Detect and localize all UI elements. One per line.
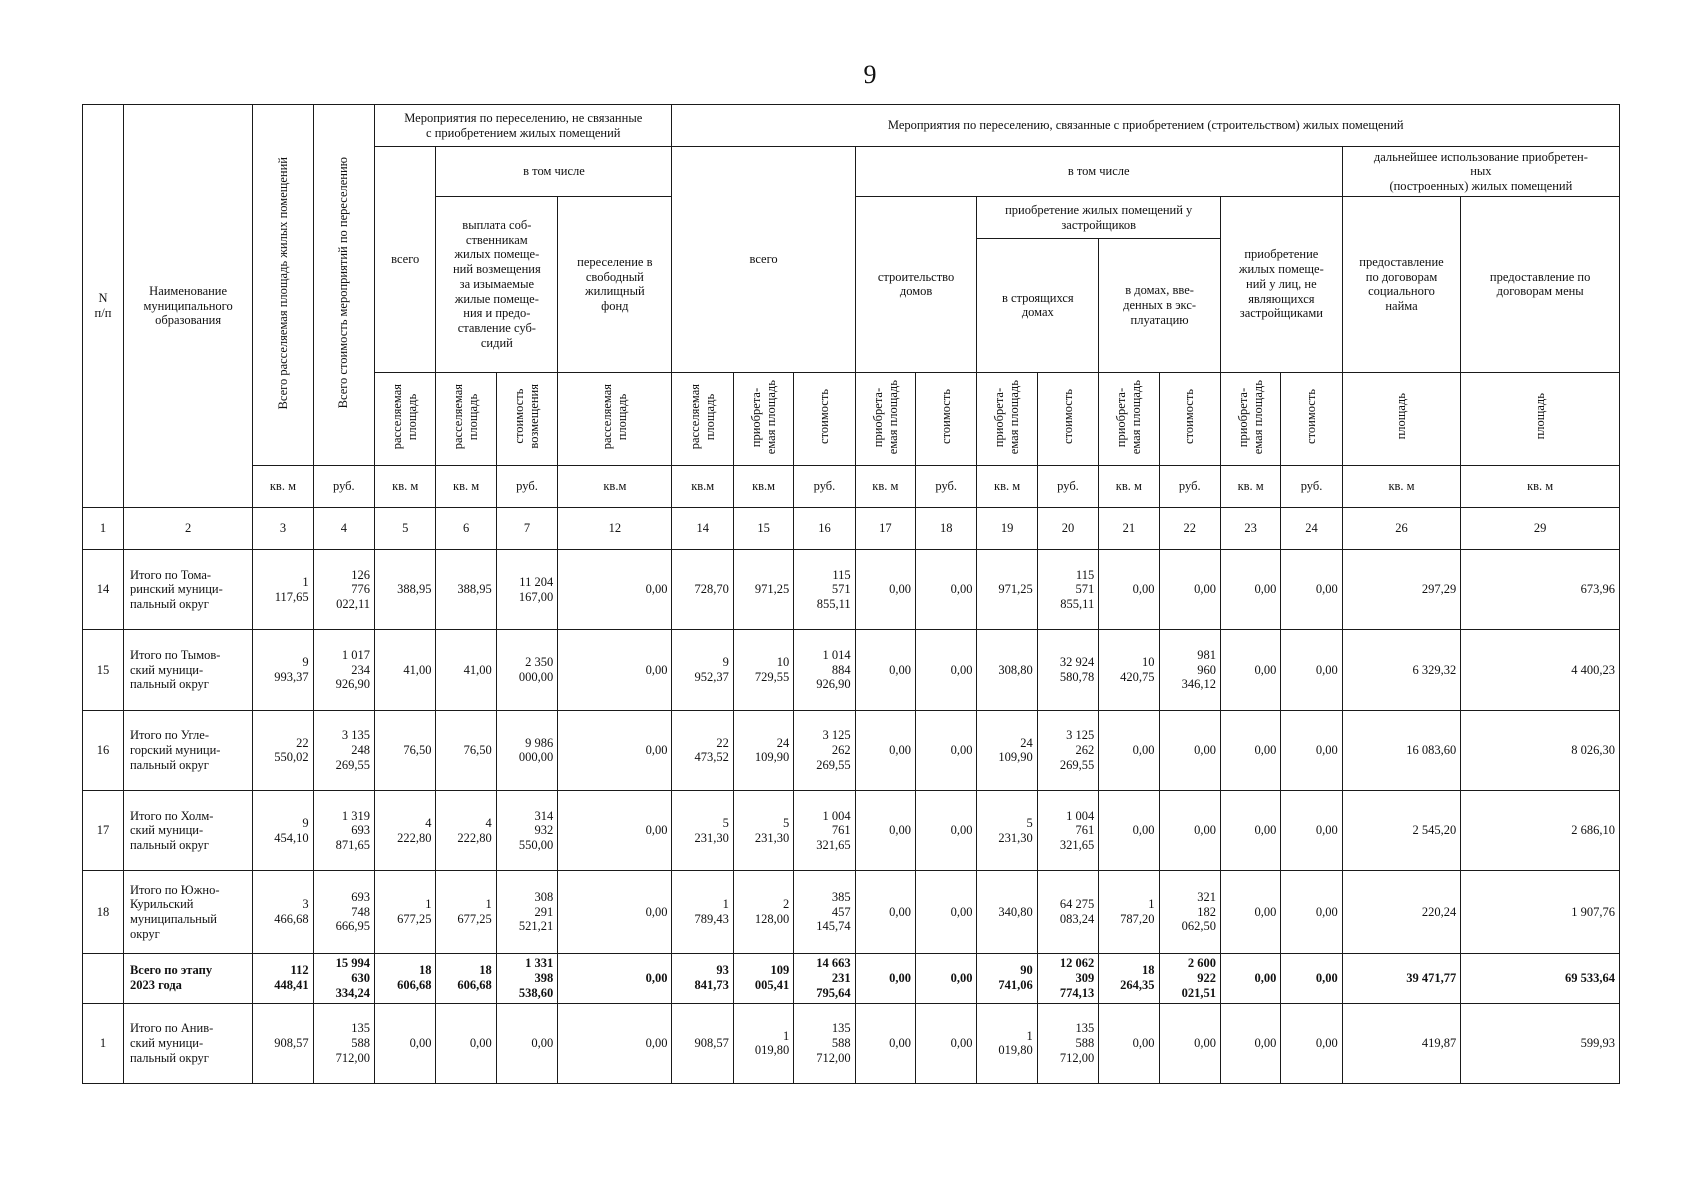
header-priobr-zastr: приобретение жилых помещений у застройщиков <box>977 197 1221 239</box>
table-row <box>83 1003 1620 1083</box>
row-value: 0,00 <box>1281 550 1342 630</box>
row-value: 971,25 <box>733 550 793 630</box>
row-value: 0,00 <box>855 710 915 790</box>
row-value: 321 182 062,50 <box>1159 871 1220 953</box>
header-v-domah: в домах, вве- денных в экс- плуатацию <box>1099 239 1221 372</box>
row-value: 4 222,80 <box>436 791 496 871</box>
row-value: 18 264,35 <box>1099 953 1159 1003</box>
subheader-col17: приобрета- емая площадь <box>855 372 915 465</box>
row-value: 0,00 <box>1159 791 1220 871</box>
row-value: 0,00 <box>855 953 915 1003</box>
row-value: 0,00 <box>855 630 915 710</box>
colnum-cell: 26 <box>1342 507 1461 549</box>
colnum-cell: 16 <box>794 507 855 549</box>
row-number: 17 <box>83 791 124 871</box>
colnum-cell: 6 <box>436 507 496 549</box>
row-value: 693 748 666,95 <box>313 871 374 953</box>
colnum-cell: 14 <box>672 507 733 549</box>
row-value: 126 776 022,11 <box>313 550 374 630</box>
row-value: 1 331 398 538,60 <box>496 953 557 1003</box>
row-value: 9 454,10 <box>253 791 313 871</box>
row-value: 0,00 <box>1281 871 1342 953</box>
unit-cell: руб. <box>794 465 855 507</box>
subheader-col19: приобрета- емая площадь <box>977 372 1037 465</box>
header-group-related: Мероприятия по переселению, связанные с приобретением (строительством) жилых помещений <box>672 105 1620 147</box>
subheader-col23: приобрета- емая площадь <box>1220 372 1280 465</box>
unit-cell: кв. м <box>1342 465 1461 507</box>
row-value: 971,25 <box>977 550 1037 630</box>
colnum-cell: 22 <box>1159 507 1220 549</box>
row-value: 115 571 855,11 <box>1037 550 1098 630</box>
header-v-tom-chisle-1: в том числе <box>436 147 672 197</box>
subheader-col20: стоимость <box>1037 372 1098 465</box>
row-value: 64 275 083,24 <box>1037 871 1098 953</box>
row-value: 41,00 <box>436 630 496 710</box>
row-value: 24 109,90 <box>977 710 1037 790</box>
row-value: 0,00 <box>1220 791 1280 871</box>
unit-cell: руб. <box>1159 465 1220 507</box>
row-value: 2 128,00 <box>733 871 793 953</box>
row-value: 981 960 346,12 <box>1159 630 1220 710</box>
subheader-col12: расселяемая площадь <box>558 372 672 465</box>
row-value: 18 606,68 <box>436 953 496 1003</box>
row-name: Итого по Тома- ринский муници- пальный округ <box>123 550 252 630</box>
subheader-col26: площадь <box>1342 372 1461 465</box>
row-number <box>83 953 124 1003</box>
row-value: 220,24 <box>1342 871 1461 953</box>
row-name: Итого по Угле- горский муници- пальный округ <box>123 710 252 790</box>
header-priobr-lic: приобретение жилых помеще- ний у лиц, не являющихся застройщиками <box>1220 197 1342 372</box>
header-name: Наименование муниципального образования <box>123 105 252 508</box>
row-value: 0,00 <box>916 1003 977 1083</box>
subheader-col21: приобрета- емая площадь <box>1099 372 1159 465</box>
colnum-cell: 20 <box>1037 507 1098 549</box>
row-value: 388,95 <box>436 550 496 630</box>
row-value: 0,00 <box>1220 1003 1280 1083</box>
row-value: 0,00 <box>436 1003 496 1083</box>
row-value: 1 677,25 <box>436 871 496 953</box>
colnum-cell: 24 <box>1281 507 1342 549</box>
row-value: 69 533,64 <box>1461 953 1620 1003</box>
row-value: 419,87 <box>1342 1003 1461 1083</box>
colnum-cell: 4 <box>313 507 374 549</box>
colnum-cell: 12 <box>558 507 672 549</box>
table-row <box>83 630 1620 710</box>
row-value: 0,00 <box>855 791 915 871</box>
row-value: 1 004 761 321,65 <box>1037 791 1098 871</box>
table-row <box>83 710 1620 790</box>
header-n: N п/п <box>83 105 124 508</box>
header-total-cost: Всего стоимость мероприятий по переселению <box>313 105 374 466</box>
row-value: 4 222,80 <box>375 791 436 871</box>
row-value: 3 125 262 269,55 <box>794 710 855 790</box>
row-value: 0,00 <box>1281 791 1342 871</box>
row-value: 6 329,32 <box>1342 630 1461 710</box>
row-value: 2 350 000,00 <box>496 630 557 710</box>
row-value: 0,00 <box>1159 550 1220 630</box>
header-predost-soc: предоставление по договорам социального найма <box>1342 197 1461 372</box>
row-value: 0,00 <box>1220 630 1280 710</box>
row-number: 1 <box>83 1003 124 1083</box>
row-value: 0,00 <box>1159 1003 1220 1083</box>
header-vsego-1: всего <box>375 147 436 372</box>
row-value: 90 741,06 <box>977 953 1037 1003</box>
subheader-col24: стоимость <box>1281 372 1342 465</box>
row-value: 18 606,68 <box>375 953 436 1003</box>
subheader-col29: площадь <box>1461 372 1620 465</box>
row-name: Итого по Тымов- ский муници- пальный округ <box>123 630 252 710</box>
row-value: 3 125 262 269,55 <box>1037 710 1098 790</box>
table-row <box>83 871 1620 953</box>
row-value: 32 924 580,78 <box>1037 630 1098 710</box>
unit-cell: руб. <box>916 465 977 507</box>
unit-cell: кв.м <box>672 465 733 507</box>
row-value: 0,00 <box>916 550 977 630</box>
header-stroitelstvo: строительство домов <box>855 197 977 372</box>
row-name: Итого по Анив- ский муници- пальный округ <box>123 1003 252 1083</box>
row-value: 297,29 <box>1342 550 1461 630</box>
row-number: 16 <box>83 710 124 790</box>
subheader-col5: расселяемая площадь <box>375 372 436 465</box>
colnum-cell: 29 <box>1461 507 1620 549</box>
header-v-stroyash: в строящихся домах <box>977 239 1099 372</box>
page-number: 9 <box>863 60 877 89</box>
unit-cell: кв. м <box>375 465 436 507</box>
row-value: 0,00 <box>558 791 672 871</box>
row-value: 0,00 <box>916 953 977 1003</box>
unit-cell: кв. м <box>977 465 1037 507</box>
row-value: 93 841,73 <box>672 953 733 1003</box>
row-value: 22 550,02 <box>253 710 313 790</box>
row-value: 12 062 309 774,13 <box>1037 953 1098 1003</box>
row-value: 135 588 712,00 <box>794 1003 855 1083</box>
row-value: 11 204 167,00 <box>496 550 557 630</box>
row-value: 2 545,20 <box>1342 791 1461 871</box>
colnum-cell: 21 <box>1099 507 1159 549</box>
table-row <box>83 791 1620 871</box>
row-value: 0,00 <box>375 1003 436 1083</box>
row-value: 340,80 <box>977 871 1037 953</box>
header-group-not-related: Мероприятия по переселению, не связанные с приобретением жилых помещений <box>375 105 672 147</box>
row-value: 0,00 <box>916 791 977 871</box>
unit-cell: руб. <box>1037 465 1098 507</box>
row-value: 0,00 <box>1099 710 1159 790</box>
unit-cell: руб. <box>313 465 374 507</box>
row-value: 135 588 712,00 <box>313 1003 374 1083</box>
row-value: 0,00 <box>558 871 672 953</box>
row-value: 1 677,25 <box>375 871 436 953</box>
row-value: 0,00 <box>1281 630 1342 710</box>
row-value: 1 017 234 926,90 <box>313 630 374 710</box>
row-value: 314 932 550,00 <box>496 791 557 871</box>
row-name: Всего по этапу 2023 года <box>123 953 252 1003</box>
row-value: 0,00 <box>1099 791 1159 871</box>
colnum-cell: 2 <box>123 507 252 549</box>
colnum-cell: 19 <box>977 507 1037 549</box>
row-value: 39 471,77 <box>1342 953 1461 1003</box>
row-value: 1 004 761 321,65 <box>794 791 855 871</box>
unit-cell: кв. м <box>253 465 313 507</box>
subheader-col7: стоимость возмещения <box>496 372 557 465</box>
row-value: 1 787,20 <box>1099 871 1159 953</box>
row-value: 135 588 712,00 <box>1037 1003 1098 1083</box>
row-value: 76,50 <box>436 710 496 790</box>
table-row <box>83 550 1620 630</box>
header-vsego-2: всего <box>672 147 855 372</box>
data-rows <box>83 550 1620 1084</box>
row-value: 0,00 <box>1099 1003 1159 1083</box>
row-value: 0,00 <box>1281 953 1342 1003</box>
header-vyplata: выплата соб- ственникам жилых помеще- ний возмещения за изымаемые жилые помеще- ния и предо- ставление суб- сидий <box>436 197 558 372</box>
colnum-cell: 15 <box>733 507 793 549</box>
row-value: 9 952,37 <box>672 630 733 710</box>
row-value: 15 994 630 334,24 <box>313 953 374 1003</box>
row-value: 0,00 <box>558 630 672 710</box>
row-value: 76,50 <box>375 710 436 790</box>
row-value: 2 686,10 <box>1461 791 1620 871</box>
row-value: 3 135 248 269,55 <box>313 710 374 790</box>
row-value: 109 005,41 <box>733 953 793 1003</box>
row-number: 18 <box>83 871 124 953</box>
row-value: 0,00 <box>1220 871 1280 953</box>
row-value: 2 600 922 021,51 <box>1159 953 1220 1003</box>
row-value: 0,00 <box>916 630 977 710</box>
row-value: 0,00 <box>496 1003 557 1083</box>
row-value: 728,70 <box>672 550 733 630</box>
row-value: 0,00 <box>855 1003 915 1083</box>
row-value: 9 993,37 <box>253 630 313 710</box>
unit-cell: руб. <box>1281 465 1342 507</box>
row-value: 308 291 521,21 <box>496 871 557 953</box>
row-name: Итого по Южно- Курильский муниципальный округ <box>123 871 252 953</box>
row-value: 1 319 693 871,65 <box>313 791 374 871</box>
row-value: 10 420,75 <box>1099 630 1159 710</box>
row-value: 4 400,23 <box>1461 630 1620 710</box>
row-value: 8 026,30 <box>1461 710 1620 790</box>
row-value: 1 907,76 <box>1461 871 1620 953</box>
subheader-col6: расселяемая площадь <box>436 372 496 465</box>
row-value: 0,00 <box>1281 710 1342 790</box>
row-value: 1 019,80 <box>977 1003 1037 1083</box>
row-number: 14 <box>83 550 124 630</box>
resettlement-table <box>82 104 1620 1084</box>
row-value: 308,80 <box>977 630 1037 710</box>
row-value: 22 473,52 <box>672 710 733 790</box>
row-value: 599,93 <box>1461 1003 1620 1083</box>
row-value: 41,00 <box>375 630 436 710</box>
row-value: 10 729,55 <box>733 630 793 710</box>
colnum-cell: 3 <box>253 507 313 549</box>
row-value: 0,00 <box>855 871 915 953</box>
row-value: 5 231,30 <box>733 791 793 871</box>
row-value: 9 986 000,00 <box>496 710 557 790</box>
header-total-area: Всего расселяемая площадь жилых помещений <box>253 105 313 466</box>
row-value: 0,00 <box>558 550 672 630</box>
colnum-cell: 17 <box>855 507 915 549</box>
header-pereselenie-svobod: переселение в свободный жилищный фонд <box>558 197 672 372</box>
header-predost-meny: предоставление по договорам мены <box>1461 197 1620 372</box>
row-value: 0,00 <box>855 550 915 630</box>
row-value: 0,00 <box>1281 1003 1342 1083</box>
subheader-col18: стоимость <box>916 372 977 465</box>
unit-cell: кв. м <box>436 465 496 507</box>
table-row <box>83 953 1620 1003</box>
row-value: 24 109,90 <box>733 710 793 790</box>
subheader-col16: стоимость <box>794 372 855 465</box>
row-value: 0,00 <box>1220 550 1280 630</box>
unit-cell: кв.м <box>558 465 672 507</box>
colnum-cell: 5 <box>375 507 436 549</box>
row-value: 0,00 <box>558 953 672 1003</box>
row-value: 1 117,65 <box>253 550 313 630</box>
row-value: 0,00 <box>558 710 672 790</box>
row-value: 112 448,41 <box>253 953 313 1003</box>
row-value: 673,96 <box>1461 550 1620 630</box>
row-value: 3 466,68 <box>253 871 313 953</box>
unit-cell: кв. м <box>1220 465 1280 507</box>
row-value: 16 083,60 <box>1342 710 1461 790</box>
row-value: 1 019,80 <box>733 1003 793 1083</box>
subheader-col14: расселяемая площадь <box>672 372 733 465</box>
row-name: Итого по Холм- ский муници- пальный округ <box>123 791 252 871</box>
colnum-cell: 23 <box>1220 507 1280 549</box>
row-value: 5 231,30 <box>977 791 1037 871</box>
subheader-col15: приобрета- емая площадь <box>733 372 793 465</box>
colnum-cell: 1 <box>83 507 124 549</box>
unit-cell: кв. м <box>1099 465 1159 507</box>
row-value: 115 571 855,11 <box>794 550 855 630</box>
row-value: 908,57 <box>253 1003 313 1083</box>
row-value: 1 014 884 926,90 <box>794 630 855 710</box>
colnum-cell: 18 <box>916 507 977 549</box>
header-dalneishee: дальнейшее использование приобретен- ных (построенных) жилых помещений <box>1342 147 1619 197</box>
row-value: 0,00 <box>1220 953 1280 1003</box>
row-value: 908,57 <box>672 1003 733 1083</box>
unit-cell: кв. м <box>1461 465 1620 507</box>
row-value: 0,00 <box>1220 710 1280 790</box>
row-value: 5 231,30 <box>672 791 733 871</box>
subheader-col22: стоимость <box>1159 372 1220 465</box>
row-value: 385 457 145,74 <box>794 871 855 953</box>
row-value: 0,00 <box>916 710 977 790</box>
row-number: 15 <box>83 630 124 710</box>
row-value: 0,00 <box>558 1003 672 1083</box>
units-row <box>83 465 1620 507</box>
unit-cell: кв. м <box>855 465 915 507</box>
column-numbers-row <box>83 507 1620 549</box>
header-v-tom-chisle-2: в том числе <box>855 147 1342 197</box>
row-value: 1 789,43 <box>672 871 733 953</box>
row-value: 14 663 231 795,64 <box>794 953 855 1003</box>
unit-cell: руб. <box>496 465 557 507</box>
row-value: 0,00 <box>916 871 977 953</box>
row-value: 0,00 <box>1159 710 1220 790</box>
row-value: 0,00 <box>1099 550 1159 630</box>
row-value: 388,95 <box>375 550 436 630</box>
unit-cell: кв.м <box>733 465 793 507</box>
colnum-cell: 7 <box>496 507 557 549</box>
